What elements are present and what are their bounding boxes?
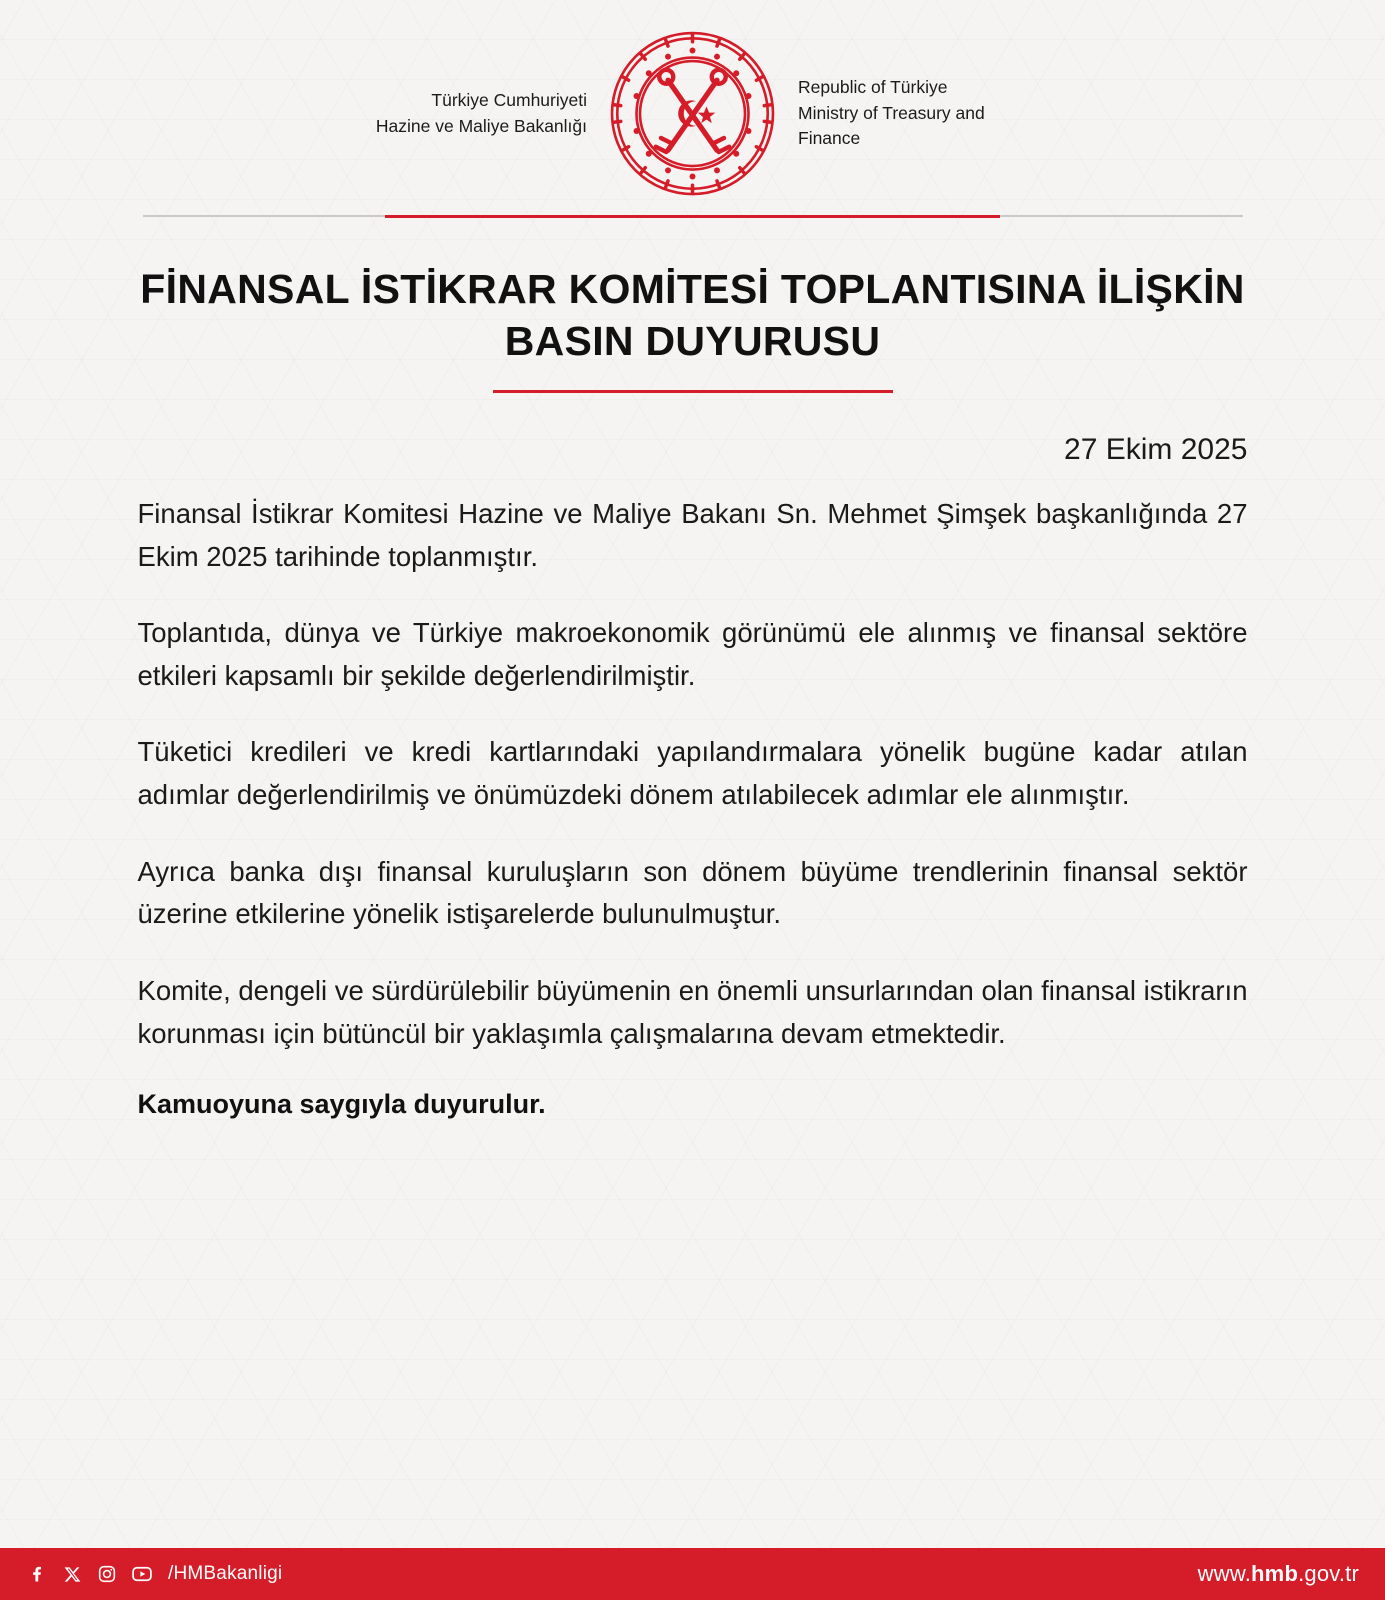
header-divider-right bbox=[1000, 215, 1243, 217]
youtube-icon[interactable] bbox=[131, 1563, 153, 1585]
social-links bbox=[26, 1563, 282, 1585]
website-brand: hmb bbox=[1251, 1561, 1299, 1586]
paragraph-4: Ayrıca banka dışı finansal kuruluşların son dönem büyüme trendlerinin finansal sektör üzerine etkilerine yönelik istişarelerde bulunulmuştur. bbox=[137, 855, 1248, 930]
header-divider-accent bbox=[385, 215, 1000, 218]
website-suffix: .gov.tr bbox=[1298, 1561, 1359, 1586]
ministry-name-english-line1: Republic of Türkiye bbox=[798, 77, 948, 98]
instagram-icon[interactable] bbox=[96, 1563, 118, 1585]
paragraph-3: Tüketici kredileri ve kredi kartlarındaki yapılandırmalara yönelik bugüne kadar atılan adımlar değerlendirilmiş ve önümüzdeki dönem atılabilecek adımlar ele alınmıştır. bbox=[137, 736, 1248, 811]
paragraph-5: Komite, dengeli ve sürdürülebilir büyümenin en önemli unsurlarından olan finansal istikrarın korunması için bütüncül bir yaklaşımla çalışmalarına devam etmektedir. bbox=[137, 974, 1248, 1049]
ministry-name-english bbox=[798, 75, 1028, 151]
footer-bar bbox=[0, 1548, 1385, 1600]
social-handle[interactable]: /HMBakanligi bbox=[168, 1563, 283, 1584]
closing-statement: Kamuoyuna saygıyla duyurulur. bbox=[137, 1089, 546, 1120]
title-block bbox=[113, 263, 1273, 393]
turkish-state-emblem-icon bbox=[605, 26, 780, 201]
website-prefix: www. bbox=[1197, 1561, 1252, 1586]
header-divider bbox=[143, 213, 1243, 219]
header-divider-left bbox=[143, 215, 386, 217]
ministry-name-turkish-line1: Türkiye Cumhuriyeti bbox=[431, 90, 587, 111]
facebook-icon[interactable] bbox=[26, 1563, 48, 1585]
ministry-name-english-line2: Ministry of Treasury and Finance bbox=[798, 102, 985, 149]
website-url[interactable] bbox=[1198, 1561, 1359, 1587]
document-header bbox=[0, 0, 1385, 207]
paragraph-1: Finansal İstikrar Komitesi Hazine ve Maliye Bakanı Sn. Mehmet Şimşek başkanlığında 27 Ekim 2025 tarihinde toplanmıştır. bbox=[137, 497, 1248, 572]
document-date: 27 Ekim 2025 bbox=[1064, 432, 1248, 466]
document-body bbox=[138, 393, 1248, 1120]
ministry-name-turkish bbox=[357, 88, 587, 139]
x-twitter-icon[interactable] bbox=[61, 1563, 83, 1585]
paragraph-2: Toplantıda, dünya ve Türkiye makroekonomik görünümü ele alınmış ve finansal sektöre etkileri kapsamlı bir şekilde değerlendirilmiştir. bbox=[137, 617, 1248, 691]
page-title: FİNANSAL İSTİKRAR KOMİTESİ TOPLANTISINA İLİŞKİN BASIN DUYURUSU bbox=[140, 266, 1245, 365]
ministry-name-turkish-line2: Hazine ve Maliye Bakanlığı bbox=[375, 115, 587, 136]
